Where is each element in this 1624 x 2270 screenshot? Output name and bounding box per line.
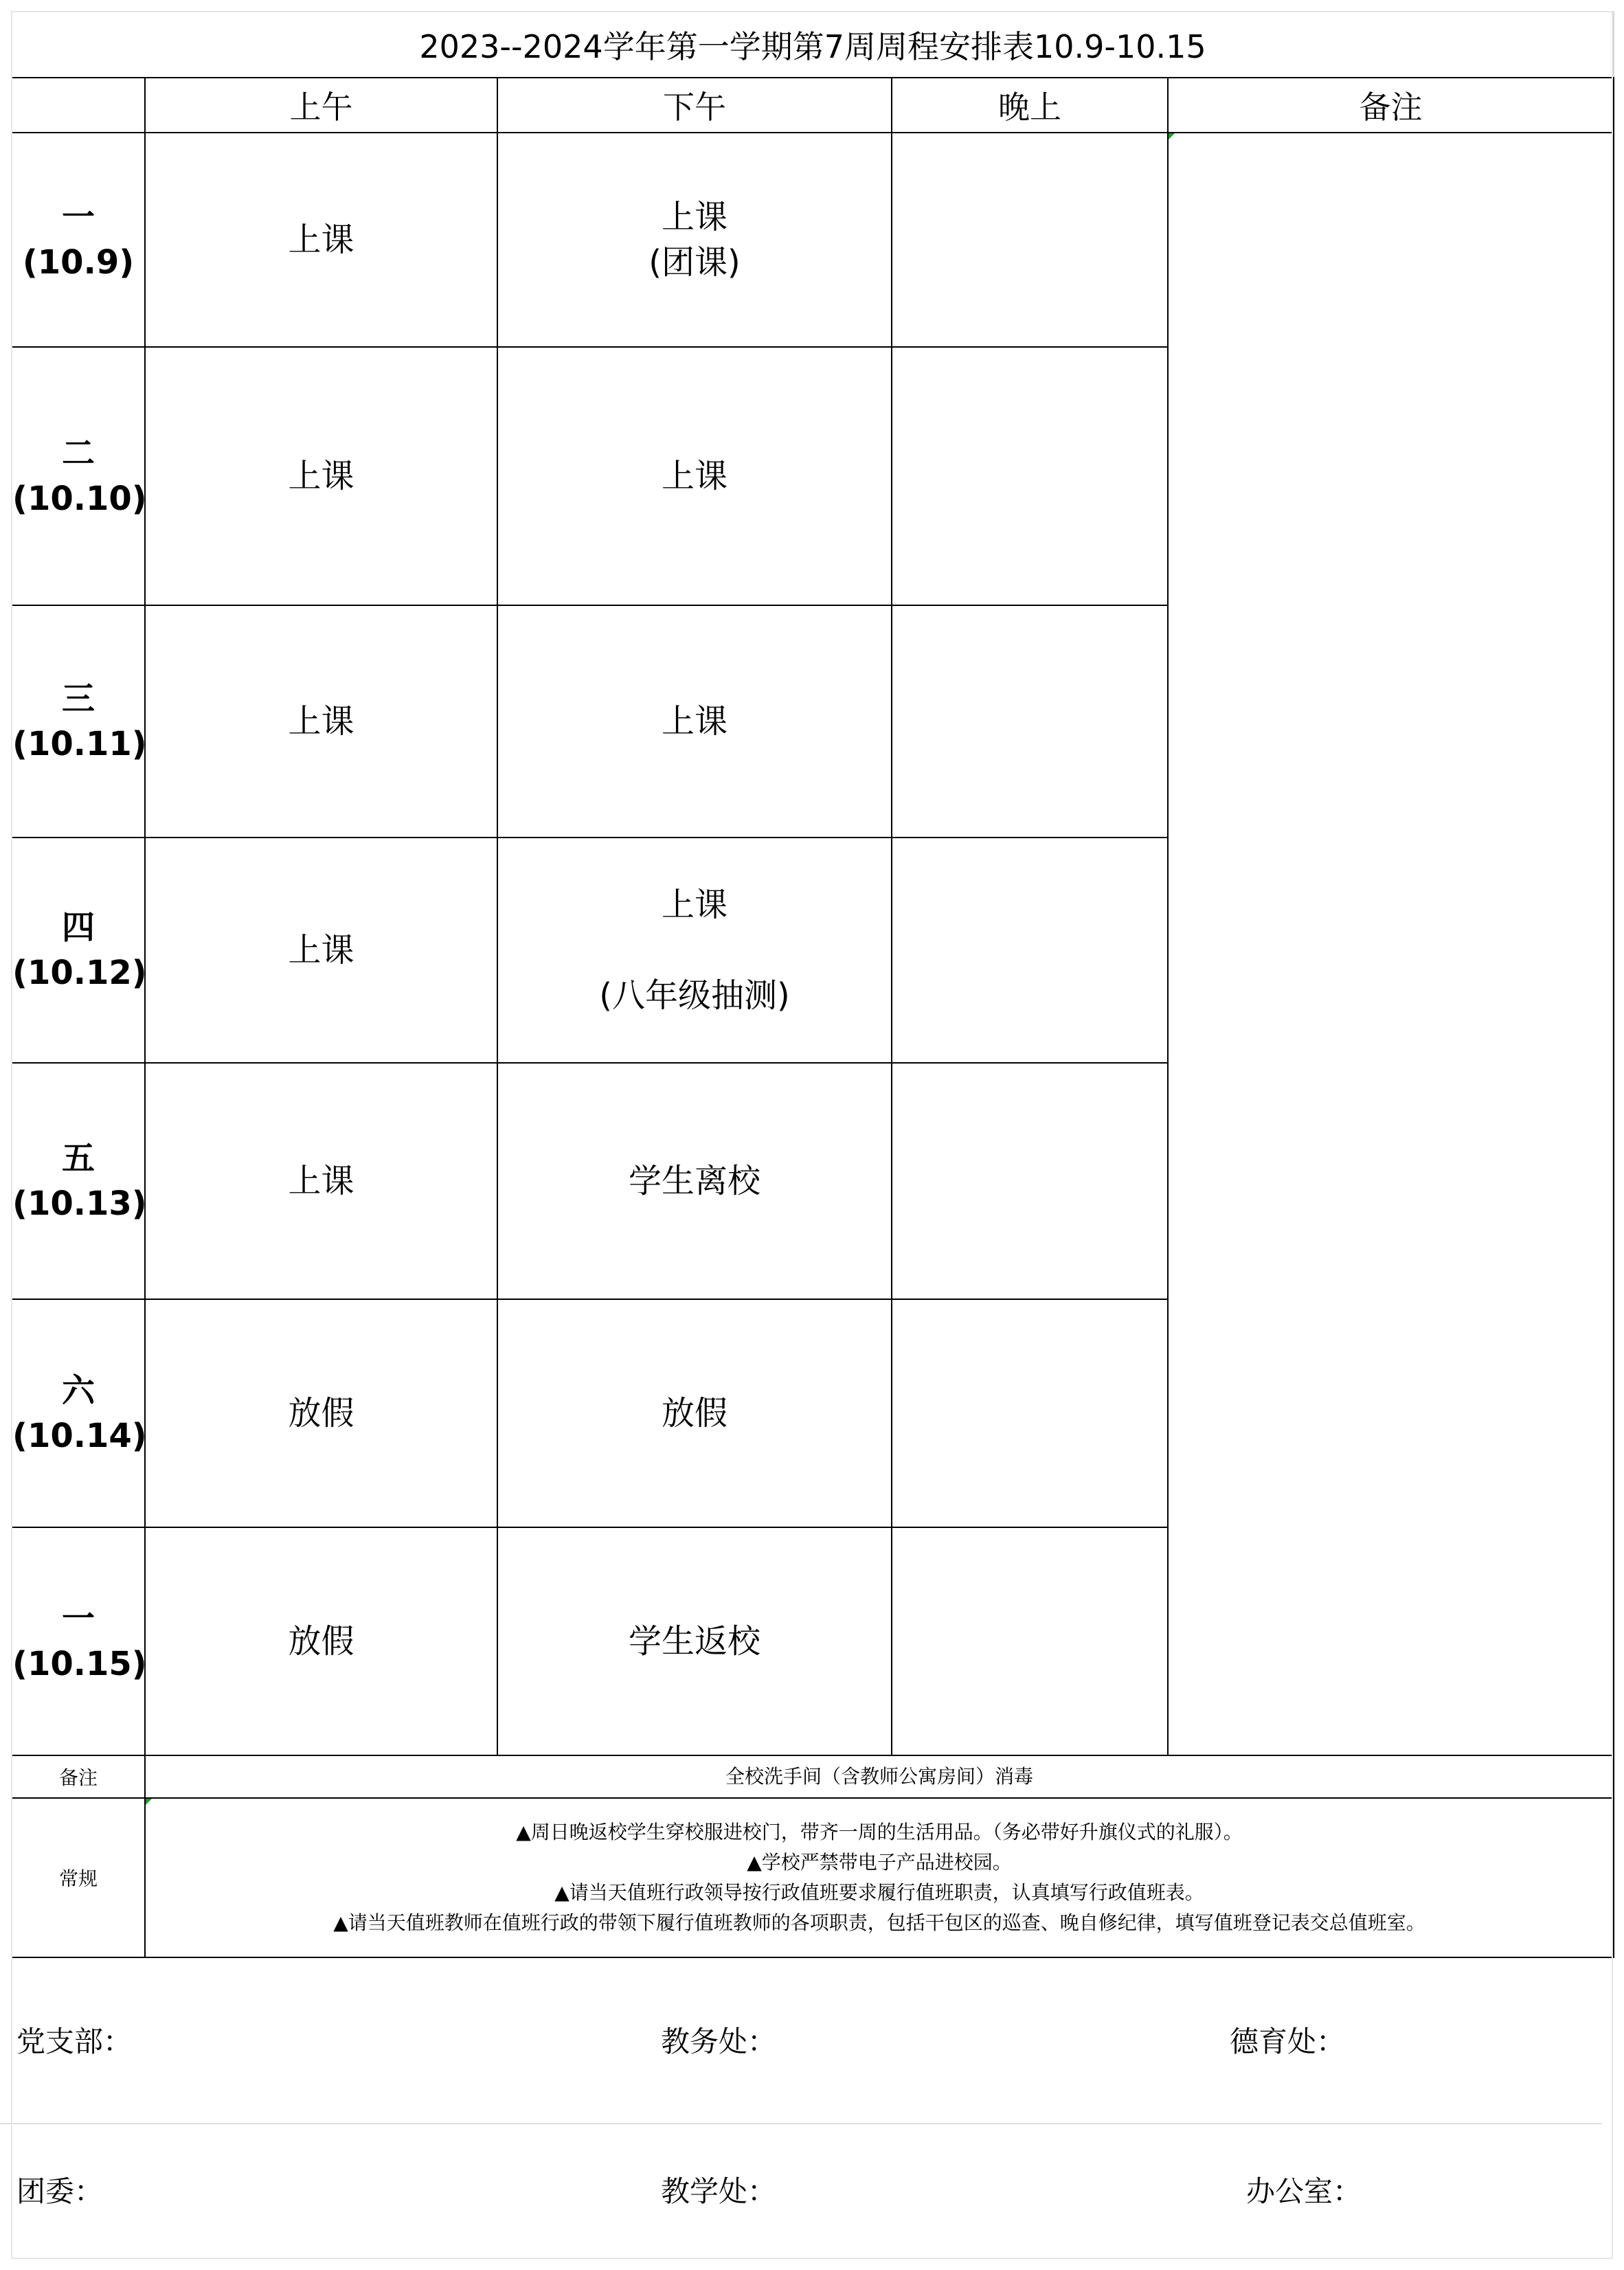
- schedule-title: 2023--2024学年第一学期第7周周程安排表10.9-10.15: [12, 12, 1614, 78]
- day-label: [12, 605, 145, 838]
- sig-general-office: 办公室：: [1246, 2175, 1362, 2208]
- schedule-sheet: [11, 11, 1613, 1958]
- day-name: 五: [61, 1139, 95, 1178]
- afternoon-cell: 上课: [497, 347, 892, 605]
- morning-cell: 上课: [145, 605, 497, 838]
- comment-marker-icon: [1169, 133, 1175, 139]
- afternoon-main: 上课: [661, 198, 728, 236]
- afternoon-note: (八年级抽测): [599, 976, 790, 1015]
- routine-line: ▲周日晚返校学生穿校服进校门，带齐一周的生活用品。（务必带好升旗仪式的礼服）。: [516, 1821, 1243, 1843]
- header-remarks: 备注: [1168, 78, 1614, 133]
- day-name: 一: [61, 198, 95, 236]
- header-evening: 晚上: [892, 78, 1168, 133]
- day-label: [12, 1299, 145, 1527]
- afternoon-cell: [497, 838, 892, 1063]
- day-date: (10.11): [12, 725, 147, 763]
- day-date: (10.9): [22, 243, 135, 282]
- morning-cell: 上课: [145, 347, 497, 605]
- morning-cell: 放假: [145, 1299, 497, 1527]
- sig-teaching-office: 教学处：: [661, 2175, 777, 2208]
- day-date: (10.12): [12, 954, 147, 992]
- header-afternoon: 下午: [497, 78, 892, 133]
- day-label: [12, 347, 145, 605]
- morning-cell: 上课: [145, 838, 497, 1063]
- evening-cell: [892, 1063, 1168, 1299]
- sig-party-branch: 党支部：: [16, 2025, 133, 2058]
- signature-row: [0, 2008, 1602, 2076]
- comment-marker-icon: [146, 1799, 152, 1805]
- afternoon-main: 上课: [661, 886, 728, 924]
- afternoon-cell: [497, 133, 892, 347]
- routine-line: ▲请当天值班教师在值班行政的带领下履行值班教师的各项职责，包括干包区的巡查、晚自修纪律，填写值班登记表交总值班室。: [333, 1911, 1425, 1934]
- remarks-row: [12, 1755, 1614, 1798]
- day-name: 二: [61, 434, 95, 473]
- day-label: [12, 838, 145, 1063]
- evening-cell: [892, 838, 1168, 1063]
- afternoon-cell: 学生返校: [497, 1527, 892, 1755]
- header-morning: 上午: [145, 78, 497, 133]
- morning-cell: 上课: [145, 1063, 497, 1299]
- morning-cell: 上课: [145, 133, 497, 347]
- routine-line: ▲学校严禁带电子产品进校园。: [747, 1851, 1012, 1874]
- evening-cell: [892, 347, 1168, 605]
- routine-label: 常规: [12, 1798, 145, 1957]
- sig-moral-education: 德育处：: [1230, 2025, 1346, 2058]
- day-row-mon: [12, 133, 1614, 347]
- evening-cell: [892, 1527, 1168, 1755]
- day-date: (10.10): [12, 480, 147, 518]
- signature-row: [0, 2157, 1602, 2226]
- afternoon-cell: 放假: [497, 1299, 892, 1527]
- afternoon-cell: 上课: [497, 605, 892, 838]
- day-name: 六: [61, 1371, 95, 1410]
- day-date: (10.15): [12, 1645, 147, 1683]
- day-name: 四: [61, 908, 95, 947]
- day-label: [12, 1063, 145, 1299]
- morning-cell: 放假: [145, 1527, 497, 1755]
- day-name: 一: [61, 1599, 95, 1638]
- afternoon-note: (团课): [649, 243, 741, 282]
- day-label: [12, 1527, 145, 1755]
- evening-cell: [892, 605, 1168, 838]
- day-date: (10.13): [12, 1184, 147, 1223]
- day-date: (10.14): [12, 1417, 147, 1455]
- afternoon-cell: 学生离校: [497, 1063, 892, 1299]
- day-name: 三: [61, 679, 95, 718]
- day-label: [12, 133, 145, 347]
- sig-academic-affairs: 教务处：: [661, 2025, 777, 2058]
- weekly-schedule-table: [11, 11, 1614, 1958]
- signature-separator: [0, 2123, 1602, 2124]
- routine-text: [145, 1798, 1614, 1957]
- routine-row: [12, 1798, 1614, 1957]
- sig-youth-league: 团委：: [16, 2175, 104, 2208]
- evening-cell: [892, 1299, 1168, 1527]
- header-row: [12, 78, 1614, 133]
- corner-cell: [12, 78, 145, 133]
- afternoon-gap: [498, 928, 891, 973]
- routine-line: ▲请当天值班行政领导按行政值班要求履行值班职责，认真填写行政值班表。: [554, 1881, 1204, 1904]
- evening-cell: [892, 133, 1168, 347]
- remarks-text: 全校洗手间（含教师公寓房间）消毒: [145, 1755, 1614, 1798]
- remarks-column: [1168, 133, 1614, 1755]
- remarks-label: 备注: [12, 1755, 145, 1798]
